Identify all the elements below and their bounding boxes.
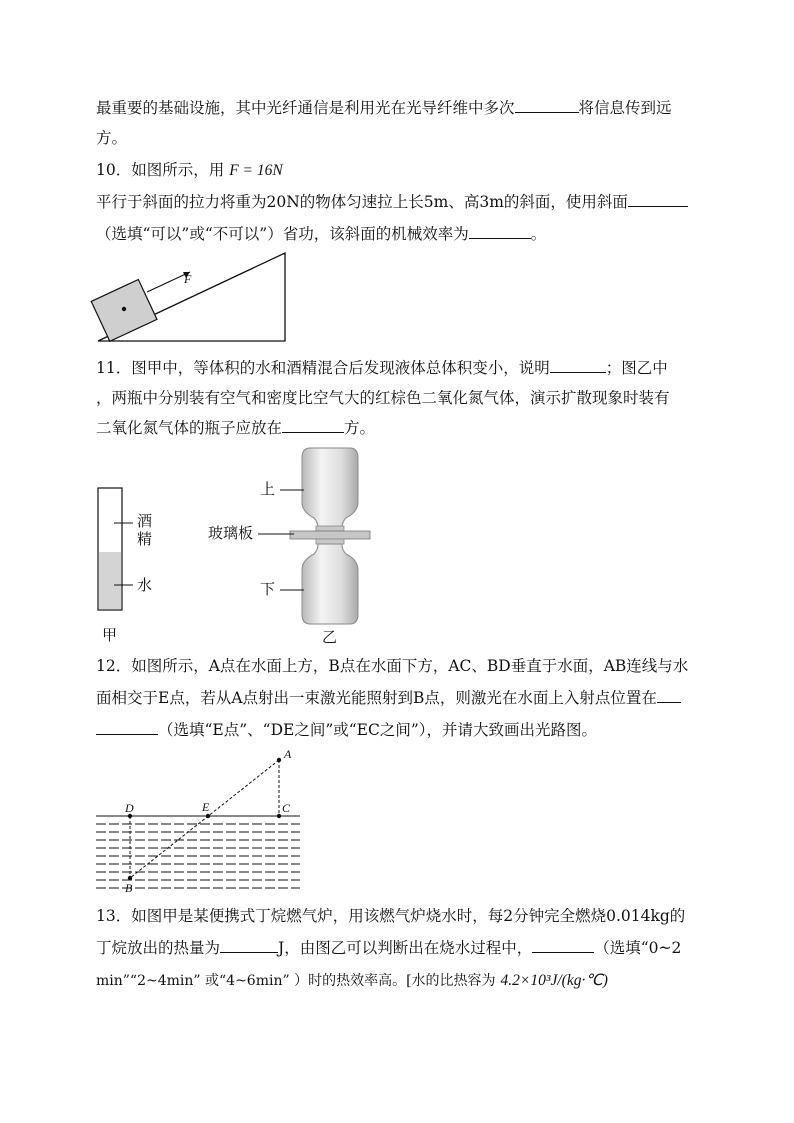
q10-formula: F = 16N [229,162,283,179]
q12-line-2 [96,688,681,708]
q13-specific-heat: 4.2×10³J/(kg·℃) [500,972,608,989]
q11-text-e: 方。 [344,419,376,437]
q11-line-3 [96,418,375,438]
question-number: 11． [96,359,132,377]
q9-text-a: 最重要的基础设施，其中光纤通信是利用光在光导纤维中多次 [96,99,515,117]
question-number: 10． [96,161,132,179]
q10-line-2 [96,192,688,212]
q13-text-d: （选填“0~2 [594,939,682,957]
answer-blank[interactable] [282,418,344,433]
q12-text-a: 如图所示，A点在水面上方，B点在水面下方，AC、BD垂直于水面，AB连线与水 [131,657,689,675]
upper-bottle [302,448,358,528]
q12-line-1 [96,656,688,676]
upper-bottle-neck [316,526,344,531]
label-d: D [125,801,134,815]
label-b: B [125,881,133,894]
incline-figure [90,248,300,348]
diffusion-figure [90,444,380,646]
q13-line-2 [96,938,681,958]
water-layer [99,552,122,609]
water-lines [96,816,300,888]
label-e: E [202,800,210,814]
q11-line-2 [96,388,670,408]
question-number: 12． [96,657,132,675]
bottom-label: 下 [260,580,276,598]
q11-text-d: 二氧化氮气体的瓶子应放在 [96,419,283,437]
water-label: 水 [137,576,153,594]
q11-text-c: ，两瓶中分别装有空气和密度比空气大的红棕色二氧化氮气体，演示扩散现象时装有 [96,389,670,407]
q12-text-b: 面相交于E点，若从A点射出一束激光能照射到B点，则激光在水面上入射点位置在 [96,689,657,707]
q12-line-3 [96,720,597,740]
alcohol-label-2: 精 [137,530,153,548]
q13-text-e: min”“2~4min” 或“4~6min” ）时的热效率高。[水的比热容为 [96,973,496,989]
block-center-dot [122,307,126,311]
label-c: C [282,801,291,815]
glass-label: 玻璃板 [208,524,254,542]
lower-bottle [302,544,358,624]
question-number: 13． [96,907,132,925]
point-e [206,814,210,818]
glass-plate [290,531,370,539]
answer-blank[interactable] [657,688,681,703]
point-c [277,814,281,818]
figure-yi-label: 乙 [322,628,338,646]
point-b [128,876,132,880]
q13-text-a: 如图甲是某便携式丁烷燃气炉，用该燃气炉烧水时，每2分钟完全燃烧0.014kg的 [131,907,686,925]
q11-text-b: ；图乙中 [605,359,668,377]
answer-blank[interactable] [628,192,688,207]
q9-text-c: 方。 [96,129,128,147]
point-a [277,758,281,762]
q11-text-a: 图甲中，等体积的水和酒精混合后发现液体总体积变小，说明 [131,359,550,377]
q10-line-3 [96,224,546,244]
top-label: 上 [260,480,276,498]
q13-text-c: J，由图乙可以判断出在烧水过程中， [278,939,533,957]
figure-jia-label: 甲 [102,626,118,644]
q10-intro: 如图所示，用 [131,161,225,179]
answer-blank[interactable] [96,720,158,735]
lower-bottle-neck [316,539,344,544]
answer-blank[interactable] [550,358,606,373]
q11-line-1 [96,358,668,378]
q13-line-3 [96,970,608,991]
answer-blank[interactable] [469,224,531,239]
q10-text-b: （选填“可以”或“不可以”）省功，该斜面的机械效率为 [96,225,469,243]
answer-blank[interactable] [515,98,579,113]
answer-blank[interactable] [532,938,594,953]
force-label: F [184,272,192,286]
alcohol-label-1: 酒 [137,512,153,530]
refraction-figure [94,744,304,894]
q12-text-c: （选填“E点”、“DE之间”或“EC之间”），并请大致画出光路图。 [158,721,598,739]
q13-line-1 [96,906,685,926]
q10-text-c: 。 [530,225,547,243]
answer-blank[interactable] [220,938,278,953]
q9-text-b: 将信息传到远 [578,99,672,117]
q10-text-a: 平行于斜面的拉力将重为20N的物体匀速拉上长5m、高3m的斜面，使用斜面 [96,193,628,211]
label-a: A [284,747,292,761]
q9-line-1 [96,98,672,118]
q9-line-2 [96,128,127,148]
q13-text-b: 丁烷放出的热量为 [96,939,221,957]
line-ab [130,760,279,878]
q10-line-1 [96,160,283,181]
